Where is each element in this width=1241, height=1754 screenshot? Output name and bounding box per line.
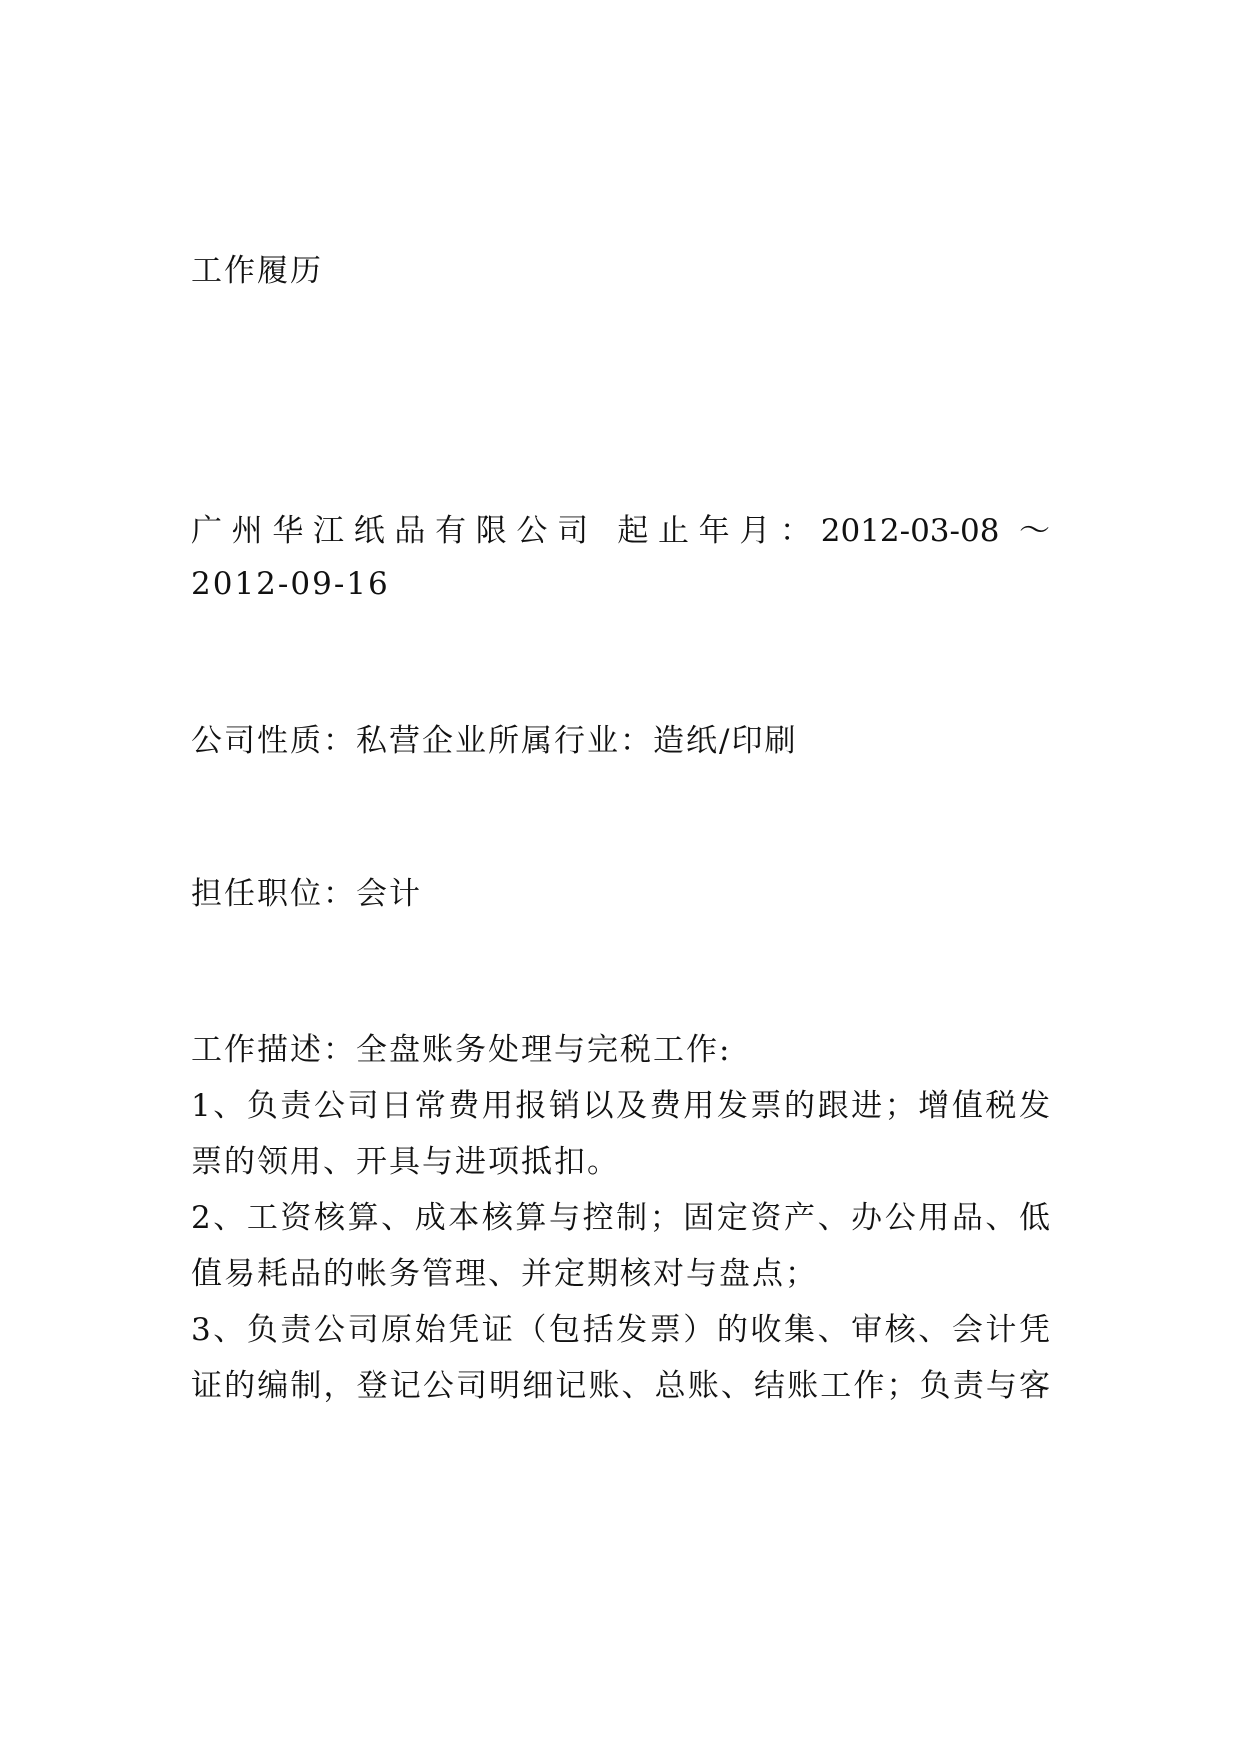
description-line: 票的领用、开具与进项抵扣。: [191, 1144, 620, 1180]
description-intro: 工作描述：全盘账务处理与完税工作:: [191, 1032, 732, 1068]
section-title: 工作履历: [191, 253, 323, 289]
employer-and-dates: 广州华江纸品有限公司 起止年月：2012-03-08 ～: [191, 513, 1050, 549]
description-line: 值易耗品的帐务管理、并定期核对与盘点；: [191, 1256, 818, 1292]
description-line: 1、负责公司日常费用报销以及费用发票的跟进；增值税发: [191, 1088, 1050, 1124]
end-date: 2012-09-16: [191, 566, 390, 602]
company-info: 公司性质：私营企业所属行业：造纸/印刷: [191, 723, 798, 759]
position-title: 担任职位：会计: [191, 876, 422, 912]
description-line: 2、工资核算、成本核算与控制；固定资产、办公用品、低: [191, 1200, 1050, 1236]
description-line: 证的编制，登记公司明细记账、总账、结账工作；负责与客: [191, 1368, 1050, 1404]
description-line: 3、负责公司原始凭证（包括发票）的收集、审核、会计凭: [191, 1312, 1050, 1348]
job-description: [191, 1022, 1050, 1414]
